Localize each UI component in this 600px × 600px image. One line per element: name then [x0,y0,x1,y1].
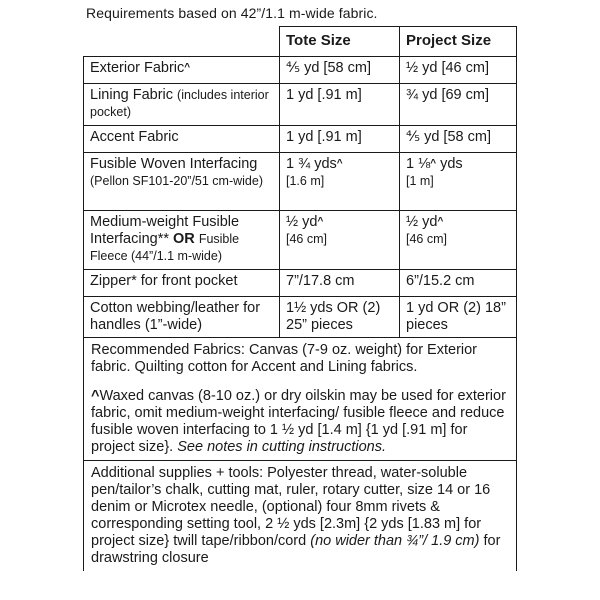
project-value: ½ yd^ [46 cm] [400,211,517,270]
table-row [84,270,517,297]
recommended-fabrics-note: Recommended Fabrics: Canvas (7-9 oz. weight) for Exterior fabric. Quilting cotton for Accent and Lining fabrics. [91,342,478,375]
tote-value: 1 yd [.91 m] [280,126,400,153]
fabric-width-note: Requirements based on 42”/1.1 m-wide fabric. [86,5,378,21]
project-value: ½ yd [46 cm] [400,57,517,84]
row-label: Accent Fabric [84,126,280,153]
requirements-table [83,26,517,571]
tote-value: 1 ¾ yds^ [1.6 m] [280,153,400,211]
table-row [84,297,517,338]
supplies-note: Additional supplies + tools: Polyester thread, water-soluble pen/tailor’s chalk, cutting mat, ruler, rotary cutter, size 14 or 16 denim or Microtex needle, (optional) four 8mm rivets & corresponding setting tool, 2 ½ yds [2.3m] {2 yds [1.83 m] for project size} twill tape/ribbon/cord (no wider than ¾”/ 1.9 cm) for drawstring closure [84,461,517,572]
row-label: Zipper* for front pocket [84,270,280,297]
table-row [84,211,517,270]
project-value: 1 ⅛^ yds [1 m] [400,153,517,211]
table-header-row [84,27,517,57]
row-label: Lining Fabric (includes interior pocket) [84,84,280,126]
row-label: Medium-weight Fusible Interfacing** OR Fusible Fleece (44”/1.1 m-wide) [84,211,280,270]
row-label: Cotton webbing/leather for handles (1”-wide) [84,297,280,338]
empty-header-cell [84,27,280,57]
table-row [84,84,517,126]
tote-value: 7”/17.8 cm [280,270,400,297]
row-label: Exterior Fabric^ [84,57,280,84]
waxed-canvas-note: ^Waxed canvas (8-10 oz.) or dry oilskin may be used for exterior fabric, omit medium-weight interfacing/ fusible fleece and reduce fusible woven interfacing to 1 ½ yd [1.4 m] {1 yd [.91 m] for project size}. See notes in cutting instructions. [91,388,506,455]
project-value: ⅘ yd [58 cm] [400,126,517,153]
fabric-notes [84,338,517,461]
table-row [84,153,517,211]
row-label: Fusible Woven Interfacing (Pellon SF101-20”/51 cm-wide) [84,153,280,211]
tote-size-header: Tote Size [280,27,400,57]
tote-value: 1½ yds OR (2) 25” pieces [280,297,400,338]
project-value: ¾ yd [69 cm] [400,84,517,126]
tote-value: ½ yd^ [46 cm] [280,211,400,270]
notes-row [84,338,517,461]
table-row [84,126,517,153]
supplies-row [84,461,517,572]
project-size-header: Project Size [400,27,517,57]
tote-value: 1 yd [.91 m] [280,84,400,126]
table-row [84,57,517,84]
tote-value: ⅘ yd [58 cm] [280,57,400,84]
project-value: 6”/15.2 cm [400,270,517,297]
project-value: 1 yd OR (2) 18” pieces [400,297,517,338]
